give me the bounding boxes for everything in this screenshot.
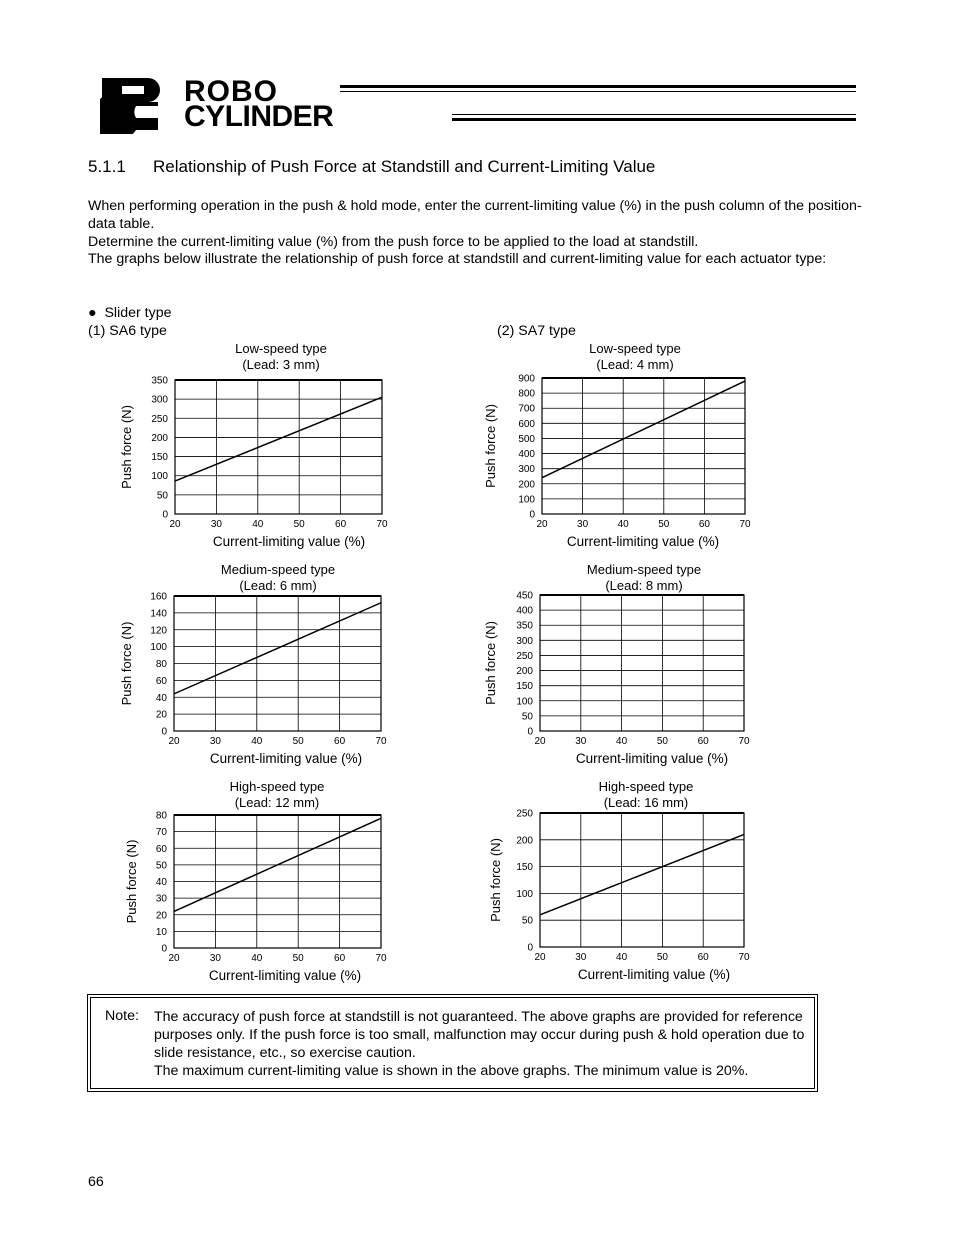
- chart-sa6-low-speed: [115, 334, 394, 564]
- x-tick-label: 50: [292, 953, 304, 964]
- x-axis-label: Current-limiting value (%): [575, 751, 729, 766]
- chart-subtitle: (Lead: 16 mm): [603, 795, 689, 810]
- x-tick-label: 50: [293, 519, 305, 530]
- y-axis-label: Push force (N): [124, 839, 139, 924]
- y-tick-label: 0: [527, 942, 533, 954]
- series-line: [175, 397, 382, 481]
- x-tick-label: 50: [656, 736, 668, 747]
- logo-rule-bottom-thick: [452, 118, 856, 121]
- robo-cylinder-logo: [100, 74, 860, 134]
- x-tick-label: 60: [698, 519, 710, 530]
- y-tick-label: 400: [516, 605, 533, 617]
- note-text: [154, 1008, 814, 1080]
- y-tick-label: 70: [155, 827, 167, 839]
- x-axis-label: Current-limiting value (%): [209, 751, 363, 766]
- y-tick-label: 100: [518, 494, 535, 506]
- y-tick-label: 80: [155, 659, 167, 670]
- x-tick-label: 60: [335, 519, 347, 530]
- x-tick-label: 20: [534, 952, 546, 963]
- x-tick-label: 50: [292, 736, 304, 747]
- plot-frame: [540, 813, 744, 947]
- intro-paragraph-1: When performing operation in the push & hold mode, enter the current-limiting value (%) in the push column of the position-data table.: [88, 198, 862, 232]
- chart-subtitle: (Lead: 6 mm): [239, 578, 317, 593]
- category-text: Slider type: [104, 305, 172, 321]
- x-tick-label: 40: [616, 736, 628, 747]
- x-tick-label: 40: [252, 519, 264, 530]
- x-tick-label: 70: [738, 736, 750, 747]
- y-axis-label: Push force (N): [488, 838, 503, 922]
- y-tick-label: 50: [156, 490, 168, 502]
- x-tick-label: 20: [169, 519, 181, 530]
- x-tick-label: 60: [697, 736, 709, 747]
- x-tick-label: 70: [376, 519, 388, 530]
- x-tick-label: 30: [577, 519, 589, 530]
- chart-svg: [115, 334, 394, 564]
- x-tick-label: 30: [210, 519, 222, 530]
- x-tick-label: 40: [251, 736, 263, 747]
- y-tick-label: 30: [155, 893, 167, 905]
- y-tick-label: 200: [518, 479, 535, 491]
- plot-frame: [542, 378, 745, 514]
- y-tick-label: 140: [150, 608, 167, 620]
- y-tick-label: 0: [161, 726, 167, 738]
- y-tick-label: 200: [516, 666, 533, 678]
- y-tick-label: 350: [151, 375, 168, 387]
- logo-rule-bottom-thin: [452, 114, 856, 115]
- y-tick-label: 10: [155, 926, 167, 938]
- y-tick-label: 200: [516, 835, 533, 847]
- note-line-1: The accuracy of push force at standstill is not guaranteed. The above graphs are provided for reference purposes only. If the push force is too small, malfunction may occur during push & hold operation due to slide resistance, etc., so exercise caution.: [154, 1009, 805, 1061]
- x-tick-label: 40: [616, 952, 628, 963]
- x-tick-label: 60: [334, 953, 346, 964]
- x-tick-label: 30: [575, 736, 587, 747]
- series-line: [542, 381, 745, 478]
- y-tick-label: 60: [155, 675, 167, 687]
- x-tick-label: 40: [251, 953, 263, 964]
- chart-svg: [480, 555, 756, 781]
- sa6-group-label: (1) SA6 type: [88, 323, 167, 339]
- chart-subtitle: (Lead: 12 mm): [234, 795, 320, 810]
- chart-sa6-medium-speed: [114, 555, 393, 781]
- x-tick-label: 70: [375, 736, 387, 747]
- y-tick-label: 200: [151, 432, 168, 444]
- y-tick-label: 80: [155, 810, 167, 822]
- note-label: Note:: [105, 1008, 139, 1024]
- y-axis-label: Push force (N): [483, 621, 498, 705]
- chart-title: High-speed type: [229, 779, 325, 794]
- y-axis-label: Push force (N): [119, 405, 134, 489]
- chart-title: Low-speed type: [589, 341, 681, 356]
- plot-frame: [540, 595, 744, 731]
- x-tick-label: 20: [168, 736, 180, 747]
- x-axis-label: Current-limiting value (%): [208, 968, 362, 983]
- y-tick-label: 100: [151, 471, 168, 483]
- intro-paragraph-3: The graphs below illustrate the relationship of push force at standstill and current-limiting value for each actuator type:: [88, 251, 827, 267]
- y-tick-label: 100: [516, 888, 533, 900]
- y-tick-label: 700: [518, 403, 535, 415]
- x-tick-label: 30: [575, 952, 587, 963]
- note-line-2: The maximum current-limiting value is shown in the above graphs. The minimum value is 20%.: [154, 1063, 749, 1079]
- y-tick-label: 0: [162, 509, 168, 521]
- bullet-icon: ●: [88, 305, 97, 321]
- x-tick-label: 40: [617, 519, 629, 530]
- y-tick-label: 250: [516, 808, 533, 820]
- y-tick-label: 300: [518, 464, 535, 476]
- x-tick-label: 20: [534, 736, 546, 747]
- chart-title: Medium-speed type: [586, 562, 702, 577]
- series-line: [540, 834, 744, 914]
- section-heading: Relationship of Push Force at Standstill and Current-Limiting Value: [153, 157, 656, 176]
- y-tick-label: 0: [161, 943, 167, 955]
- chart-subtitle: (Lead: 4 mm): [596, 357, 674, 372]
- y-tick-label: 0: [529, 509, 535, 521]
- x-tick-label: 20: [168, 953, 180, 964]
- x-tick-label: 70: [738, 952, 750, 963]
- y-tick-label: 250: [151, 413, 168, 425]
- chart-sa7-medium-speed: [480, 555, 756, 781]
- section-title: [88, 157, 655, 177]
- y-tick-label: 50: [521, 711, 533, 723]
- x-tick-label: 70: [375, 953, 387, 964]
- chart-sa7-high-speed: [480, 772, 756, 997]
- y-tick-label: 40: [155, 692, 167, 704]
- y-tick-label: 150: [516, 862, 533, 874]
- chart-svg: [482, 334, 757, 564]
- y-tick-label: 100: [516, 696, 533, 708]
- y-tick-label: 500: [518, 433, 535, 445]
- y-axis-label: Push force (N): [483, 404, 498, 488]
- y-tick-label: 600: [518, 418, 535, 430]
- chart-sa6-high-speed: [114, 772, 393, 998]
- x-tick-label: 30: [209, 736, 221, 747]
- page-number: 66: [88, 1174, 104, 1190]
- chart-subtitle: (Lead: 3 mm): [242, 357, 320, 372]
- y-tick-label: 40: [155, 877, 167, 888]
- chart-title: High-speed type: [598, 779, 694, 794]
- chart-svg: [114, 772, 393, 998]
- chart-title: Medium-speed type: [220, 562, 336, 577]
- x-axis-label: Current-limiting value (%): [577, 967, 731, 982]
- y-tick-label: 20: [155, 910, 167, 922]
- x-tick-label: 50: [658, 519, 670, 530]
- intro-paragraph-2: Determine the current-limiting value (%) from the push force to be applied to the load at standstill.: [88, 234, 699, 250]
- y-tick-label: 20: [155, 709, 167, 721]
- y-tick-label: 250: [516, 650, 533, 662]
- plot-frame: [175, 380, 382, 514]
- x-tick-label: 20: [536, 519, 548, 530]
- x-axis-label: Current-limiting value (%): [566, 534, 720, 549]
- y-tick-label: 300: [151, 394, 168, 406]
- chart-title: Low-speed type: [235, 341, 327, 356]
- sa7-group-label: (2) SA7 type: [497, 323, 576, 339]
- logo-rule-top-thin: [340, 91, 856, 92]
- x-tick-label: 50: [656, 952, 668, 963]
- slider-type-label: [88, 305, 172, 321]
- chart-sa7-low-speed: [482, 334, 757, 564]
- x-axis-label: Current-limiting value (%): [212, 534, 366, 549]
- logo-rule-top-thick: [340, 85, 856, 88]
- x-tick-label: 30: [209, 953, 221, 964]
- y-tick-label: 300: [516, 635, 533, 647]
- logo-line2: CYLINDER: [184, 100, 334, 133]
- y-tick-label: 50: [521, 915, 533, 927]
- chart-svg: [114, 555, 393, 781]
- y-tick-label: 0: [527, 726, 533, 738]
- section-number: 5.1.1: [88, 157, 126, 176]
- y-tick-label: 120: [150, 625, 167, 637]
- y-tick-label: 900: [518, 373, 535, 385]
- x-tick-label: 70: [739, 519, 751, 530]
- y-tick-label: 160: [150, 591, 167, 603]
- y-tick-label: 450: [516, 590, 533, 602]
- x-tick-label: 60: [697, 952, 709, 963]
- y-tick-label: 350: [516, 620, 533, 632]
- y-tick-label: 150: [151, 452, 168, 464]
- y-tick-label: 800: [518, 388, 535, 400]
- x-tick-label: 60: [334, 736, 346, 747]
- y-axis-label: Push force (N): [119, 621, 134, 706]
- y-tick-label: 100: [150, 642, 167, 654]
- y-tick-label: 400: [518, 449, 535, 461]
- rc-logo-mark: [100, 74, 860, 134]
- logo-line1: ROBO: [184, 75, 278, 108]
- y-tick-label: 150: [516, 681, 533, 693]
- chart-subtitle: (Lead: 8 mm): [605, 578, 683, 593]
- chart-svg: [480, 772, 756, 997]
- y-tick-label: 50: [155, 860, 167, 872]
- y-tick-label: 60: [155, 843, 167, 855]
